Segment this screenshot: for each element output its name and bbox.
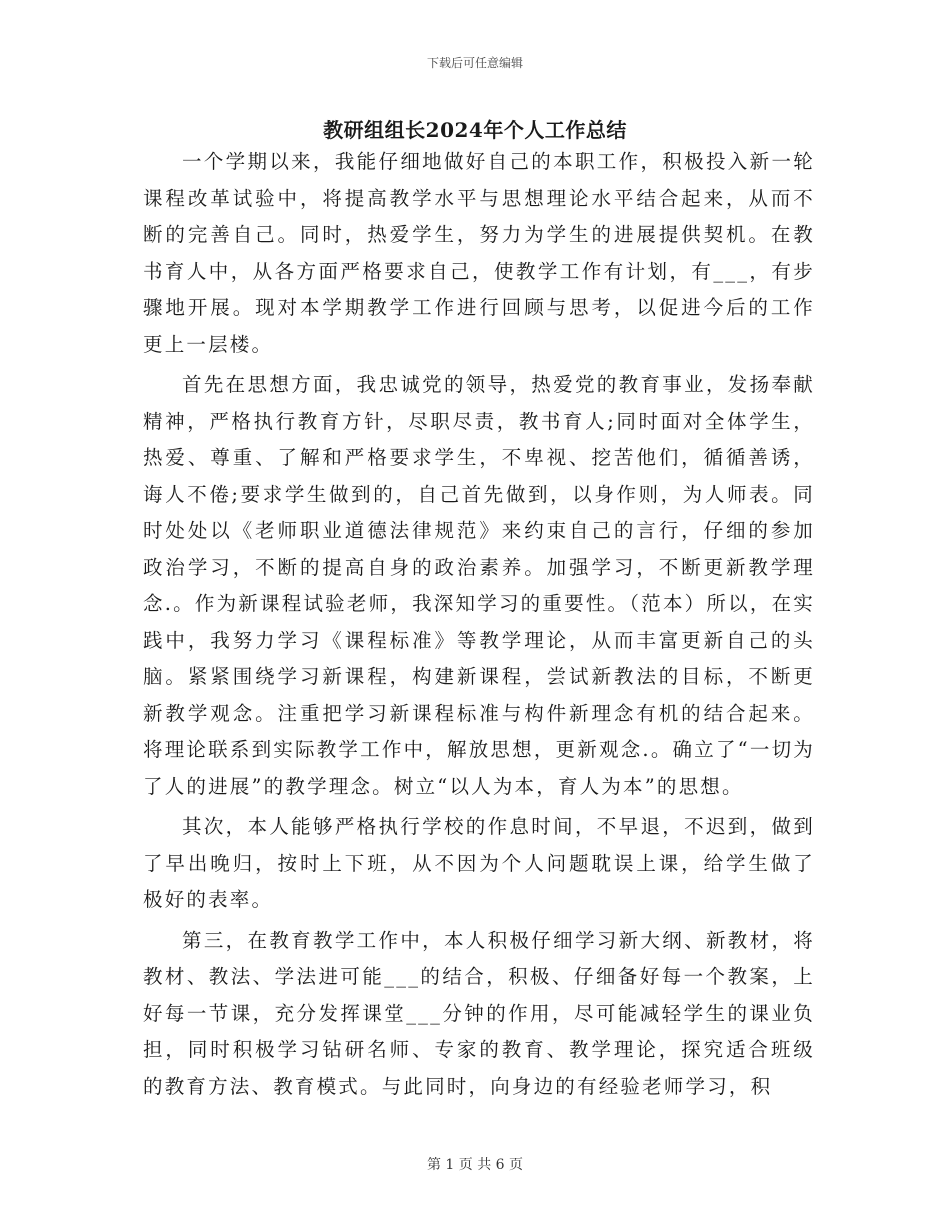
paragraph-4: 第三，在教育教学工作中，本人积极仔细学习新大纲、新教材，将教材、教法、学法进可能___的结合，积极、仔细备好每一个教案，上好每一节课，充分发挥课堂___分钟的作用，尽可能减轻学生的课业负担，同时积极学习钻研名师、专家的教育、教学理论，探究适合班级的教育方法、教育模式。与此同时，向身边的有经验老师学习，积: [143, 928, 815, 1098]
document-body: [143, 144, 815, 1105]
document-title: 教研组组长2024年个人工作总结: [323, 118, 627, 142]
header-note: 下载后可任意编辑: [426, 56, 523, 70]
paragraph-2: 首先在思想方面，我忠诚党的领导，热爱党的教育事业，发扬奉献精神，严格执行教育方针，尽职尽责，教书育人;同时面对全体学生，热爱、尊重、了解和严格要求学生，不卑视、挖苦他们，循循善诱，诲人不倦;要求学生做到的，自己首先做到，以身作则，为人师表。同时处处以《老师职业道德法律规范》来约束自己的言行，仔细的参加政治学习，不断的提高自身的政治素养。加强学习，不断更新教学理念.。作为新课程试验老师，我深知学习的重要性。（范本）所以，在实践中，我努力学习《课程标准》等教学理论，从而丰富更新自己的头脑。紧紧围绕学习新课程，构建新课程，尝试新教法的目标，不断更新教学观念。注重把学习新课程标准与构件新理念有机的结合起来。将理论联系到实际教学工作中，解放思想，更新观念.。确立了“一切为了人的进展”的教学理念。树立“以人为本，育人为本”的思想。: [143, 373, 815, 798]
page-number: 第 1 页 共 6 页: [426, 1157, 524, 1173]
paragraph-3: 其次，本人能够严格执行学校的作息时间，不早退，不迟到，做到了早出晚归，按时上下班，从不因为个人问题耽误上课，给学生做了极好的表率。: [143, 815, 815, 911]
paragraph-1: 一个学期以来，我能仔细地做好自己的本职工作，积极投入新一轮课程改革试验中，将提高教学水平与思想理论水平结合起来，从而不断的完善自己。同时，热爱学生，努力为学生的进展提供契机。在教书育人中，从各方面严格要求自己，使教学工作有计划，有___，有步骤地开展。现对本学期教学工作进行回顾与思考，以促进今后的工作更上一层楼。: [143, 150, 815, 356]
